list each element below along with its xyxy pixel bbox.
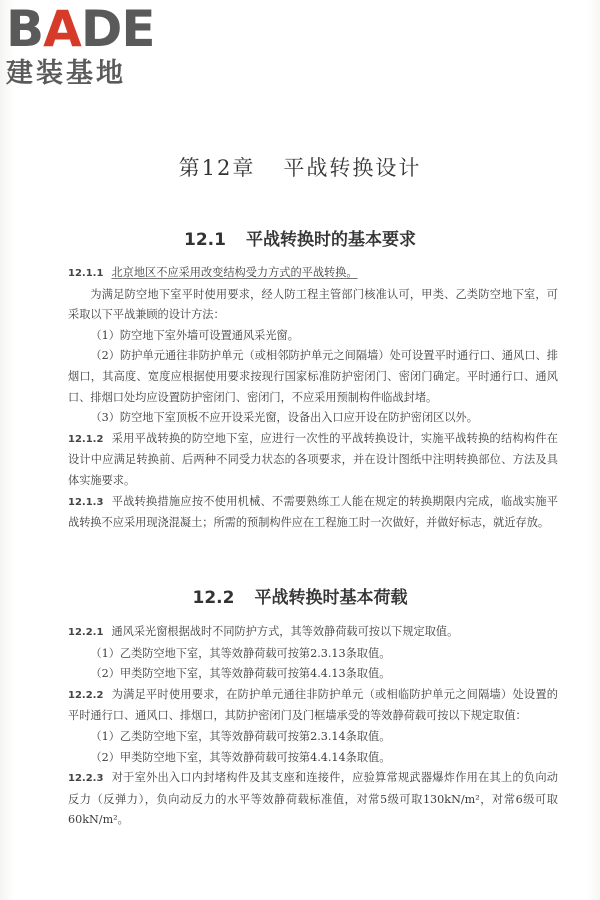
logo-wordmark: BADE bbox=[6, 0, 155, 58]
clause-12-1-1-item-1: （1）防空地下室外墙可设置通风采光窗。 bbox=[90, 328, 299, 342]
clause-12-2-2: 12.2.2 为满足平时使用要求，在防护单元通往非防护单元（或相临防护单元之间隔墙）处设置的平时通行口、通风口、排烟口，其防护密闭门及门框墙承受的等效静荷载可按以下规定取值： bbox=[68, 687, 558, 723]
logo-subtitle: 建装基地 bbox=[6, 58, 126, 89]
clause-12-2-2-item-1: （1）乙类防空地下室，其等效静荷载可按第2.3.14条取值。 bbox=[90, 729, 391, 743]
chapter-name: 平战转换设计 bbox=[283, 156, 422, 180]
section-title-12-1: 12.1 平战转换时的基本要求 bbox=[184, 230, 416, 250]
clause-12-1-1: 12.1.1 北京地区不应采用改变结构受力方式的平战转换。 bbox=[68, 266, 358, 279]
section-title-12-2: 12.2 平战转换时基本荷载 bbox=[192, 588, 408, 608]
clause-12-1-1-item-3: （3）防空地下室顶板不应开设采光窗，设备出入口应开设在防护密闭区以外。 bbox=[90, 411, 478, 425]
clause-12-2-1: 12.2.1 通风采光窗根据战时不同防护方式，其等效静荷载可按以下规定取值。 bbox=[68, 625, 459, 638]
clause-12-1-2: 12.1.2 采用平战转换的防空地下室，应进行一次性的平战转换设计，实施平战转换的结构构件在设计中应满足转换前、后两种不同受力状态的各项要求，并在设计图纸中注明转换部位、方法及具体实施要求。 bbox=[68, 431, 558, 487]
clause-12-2-3: 12.2.3 对于室外出入口内封堵构件及其支座和连接件，应验算常规武器爆炸作用在其上的负向动反力（反弹力），负向动反力的水平等效静荷载标准值，对常5级可取130kN/m²，对常6级可取60kN/m²。 bbox=[68, 771, 558, 827]
clause-12-2-2-item-2: （2）甲类防空地下室，其等效静荷载可按第4.4.14条取值。 bbox=[90, 750, 391, 764]
clause-12-1-1-intro: 为满足防空地下室平时使用要求，经人防工程主管部门核准认可，甲类、乙类防空地下室，可采取以下平战兼顾的设计方法： bbox=[68, 287, 558, 322]
clause-12-2-1-item-2: （2）甲类防空地下室，其等效静荷载可按第4.4.13条取值。 bbox=[90, 667, 391, 681]
clause-12-2-1-item-1: （1）乙类防空地下室，其等效静荷载可按第2.3.13条取值。 bbox=[90, 646, 391, 660]
brand-logo bbox=[6, 0, 206, 96]
chapter-number: 第12章 bbox=[178, 156, 256, 180]
section-12-1-body bbox=[68, 263, 558, 534]
chapter-title bbox=[0, 152, 600, 182]
clause-12-1-1-item-2: （2）防护单元通往非防护单元（或相邻防护单元之间隔墙）处可设置平时通行口、通风口、排烟口，其高度、宽度应根据使用要求按现行国家标准防护密闭门、密闭门确定。平时通行口、通风口、排烟口处均应设置防护密闭门、密闭门，不应采用预制构件临战封堵。 bbox=[68, 349, 558, 404]
clause-12-1-3: 12.1.3 平战转换措施应按不使用机械、不需要熟练工人能在规定的转换期限内完成，临战实施平战转换不应采用现浇混凝土；所需的预制构件应在工程施工时一次做好，并做好标志，就近存放。 bbox=[68, 494, 558, 530]
section-12-2-body bbox=[68, 622, 558, 831]
